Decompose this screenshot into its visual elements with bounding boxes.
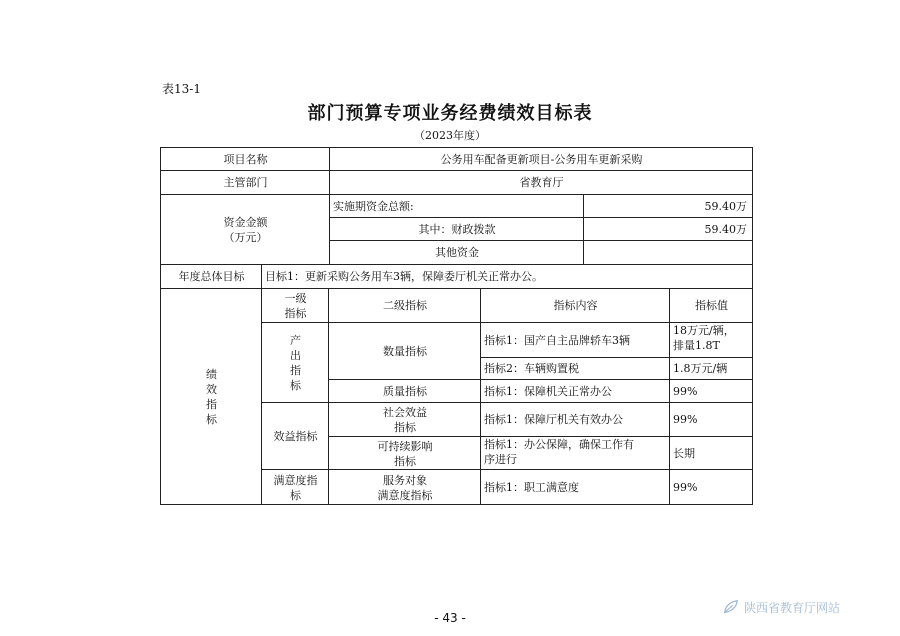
table-right-border	[752, 147, 753, 505]
page-number: - 43 -	[434, 611, 466, 625]
funds-other-label: 其他资金	[329, 240, 584, 265]
funds-total-label: 实施期资金总额:	[329, 194, 584, 218]
header-level1: 一级 指标	[261, 288, 329, 323]
quantity-content-2: 指标2：车辆购置税	[480, 357, 670, 380]
performance-indicators-label: 绩 效 指 标	[160, 288, 262, 505]
table-bottom-border	[160, 504, 753, 505]
header-level2: 二级指标	[328, 288, 481, 323]
document-year: （2023年度）	[414, 129, 486, 142]
funds-other-value	[583, 240, 753, 265]
sustainable-impact-label: 可持续影响 指标	[328, 436, 481, 470]
quantity-value-2: 1.8万元/辆	[669, 357, 753, 380]
funds-label: 资金金额 （万元）	[160, 194, 330, 265]
quantity-value-1: 18万元/辆， 排量1.8T	[669, 322, 753, 358]
header-value: 指标值	[669, 288, 753, 323]
social-benefit-content: 指标1：保障厅机关有效办公	[480, 402, 670, 437]
funds-fiscal-label: 其中：财政拨款	[329, 217, 584, 241]
watermark-text: 陕西省教育厅网站	[744, 600, 841, 615]
quality-content: 指标1：保障机关正常办公	[480, 379, 670, 403]
service-satisfaction-label: 服务对象 满意度指标	[328, 469, 481, 505]
sustainable-impact-content: 指标1：办公保障，确保工作有 序进行	[480, 436, 670, 470]
sustainable-impact-value: 长期	[669, 436, 753, 470]
project-name-value: 公务用车配备更新项目-公务用车更新采购	[329, 147, 753, 171]
watermark	[722, 598, 840, 616]
header-content: 指标内容	[480, 288, 670, 323]
leaf-logo-icon	[722, 598, 740, 616]
annual-goal-value: 目标1：更新采购公务用车3辆，保障委厅机关正常办公。	[261, 264, 753, 289]
table-number: 表13-1	[162, 82, 201, 96]
document-title: 部门预算专项业务经费绩效目标表	[307, 103, 593, 124]
annual-goal-label: 年度总体目标	[160, 264, 262, 289]
satisfaction-indicator-label: 满意度指 标	[261, 469, 329, 505]
quantity-indicator-label: 数量指标	[328, 322, 481, 380]
project-name-label: 项目名称	[160, 147, 330, 171]
service-satisfaction-content: 指标1：职工满意度	[480, 469, 670, 505]
quantity-content-1: 指标1：国产自主品牌轿车3辆	[480, 322, 670, 358]
service-satisfaction-value: 99%	[669, 469, 753, 505]
social-benefit-label: 社会效益 指标	[328, 402, 481, 437]
department-value: 省教育厅	[329, 170, 753, 195]
output-indicator-label: 产 出 指 标	[261, 322, 329, 403]
quality-indicator-label: 质量指标	[328, 379, 481, 403]
quality-value: 99%	[669, 379, 753, 403]
funds-fiscal-value: 59.40万	[583, 217, 753, 241]
department-label: 主管部门	[160, 170, 330, 195]
benefit-indicator-label: 效益指标	[261, 402, 329, 470]
funds-total-value: 59.40万	[583, 194, 753, 218]
social-benefit-value: 99%	[669, 402, 753, 437]
